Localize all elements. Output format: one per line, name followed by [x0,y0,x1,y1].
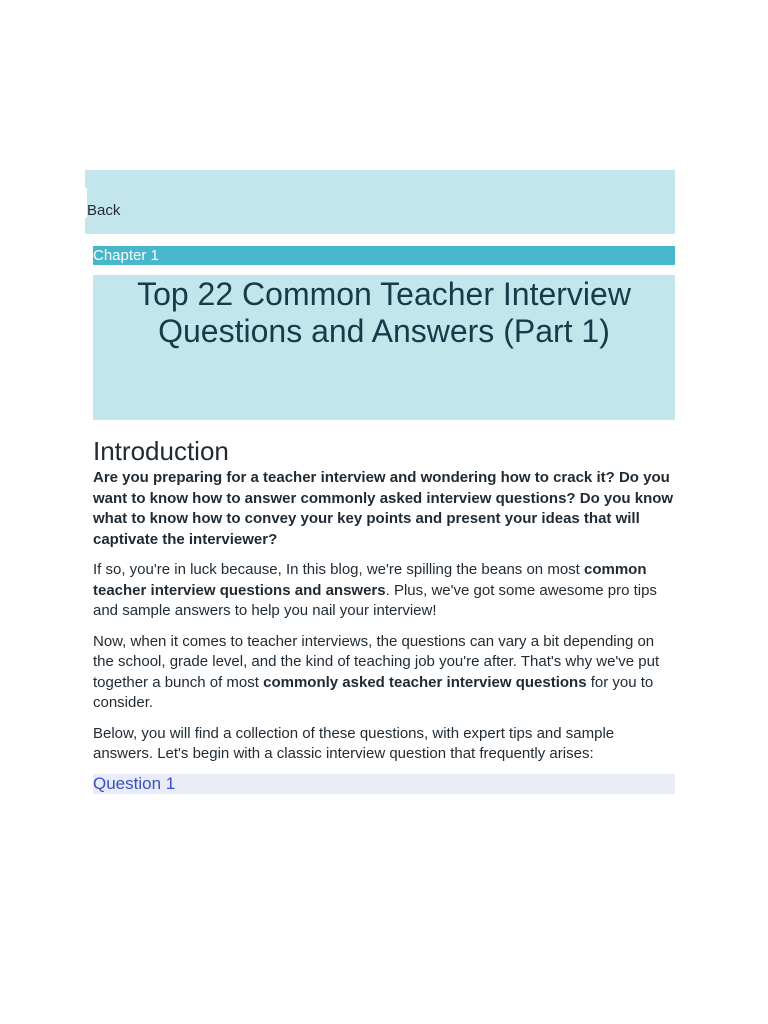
question-heading: Question 1 [93,774,675,794]
section-heading: Introduction [93,436,229,466]
top-nav-bar [85,170,675,234]
paragraph-2-bold: commonly asked teacher interview questions [263,673,587,691]
paragraph-1-text-b: . Plus, we've got some awesome pro tips and sample answers to help you nail your interview! [93,581,657,619]
chapter-label: Chapter 1 [93,246,675,265]
paragraph-2-text-a: Now, when it comes to teacher interviews, the questions can vary a bit depending on the school, grade level, and the kind of teaching job you're after. That's why we've put together a bunch of most [93,632,660,691]
article-body [93,435,677,794]
paragraph-1-text-a: If so, you're in luck because, In this blog, we're spilling the beans on most [93,561,584,578]
back-link[interactable]: Back [87,202,121,219]
paragraph-3: Below, you will find a collection of these questions, with expert tips and sample answers. Let's begin with a classic interview question that frequently arises: [93,724,615,762]
title-banner [93,275,675,420]
paragraph-2-text-b: for you to consider. [93,673,654,711]
page-title-line-1: Top 22 Common Teacher Interview [137,276,631,312]
page-title [93,275,675,350]
paragraph-1 [93,560,677,622]
paragraph-1-bold: common teacher interview questions and answers [93,561,647,599]
lead-paragraph: Are you preparing for a teacher interview and wondering how to crack it? Do you want to know how to answer commonly asked interview questions? Do you know what to know how to convey your key points and present your ideas that will captivate the interviewer? [93,469,674,548]
page-title-line-2: Questions and Answers (Part 1) [158,313,610,349]
paragraph-2 [93,632,677,714]
